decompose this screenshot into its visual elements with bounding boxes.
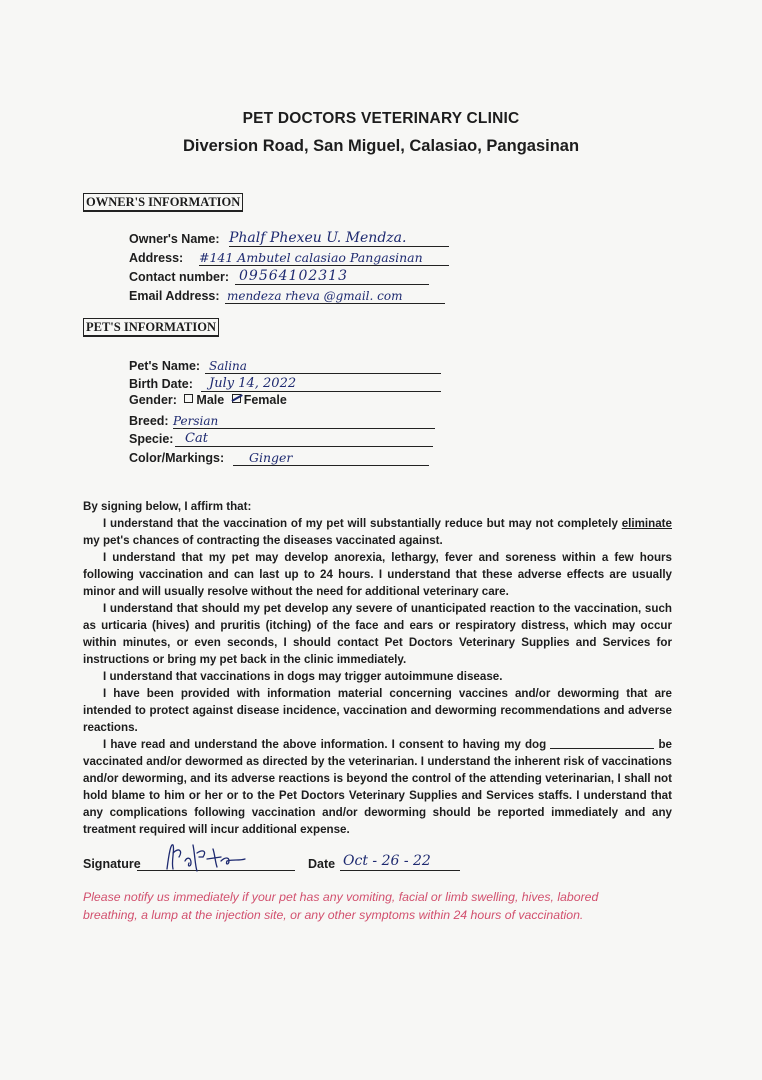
affirmation-paragraph-5: I have been provided with information material concerning vaccines and/or deworming that are intended to protect against disease incidence, vaccination and deworming recommendations and adverse reactions. bbox=[83, 687, 672, 734]
dog-name-blank[interactable] bbox=[550, 737, 654, 749]
eliminate-underlined: eliminate bbox=[621, 517, 672, 530]
owner-address-label: Address: bbox=[129, 251, 184, 265]
email-line bbox=[225, 303, 445, 304]
male-checkbox[interactable] bbox=[184, 394, 193, 403]
specie-line bbox=[175, 446, 433, 447]
birth-date-line bbox=[201, 391, 441, 392]
affirmation-paragraph-1: I understand that the vaccination of my pet will substantially reduce but may not completely eliminate my pet's chances of contracting the diseases vaccinated against. bbox=[83, 517, 672, 547]
color-markings-value: Ginger bbox=[249, 450, 293, 465]
email-value: mendeza rheva @gmail. com bbox=[227, 289, 403, 303]
owner-address-field bbox=[129, 248, 449, 266]
affirmation-intro: By signing below, I affirm that: bbox=[83, 500, 252, 513]
gender-field bbox=[129, 393, 287, 407]
affirmation-paragraph-2: I understand that my pet may develop anorexia, lethargy, fever and soreness within a few hours following vaccination and can last up to 24 hours. I understand that these adverse effects are usually minor and will usually resolve without the need for additional veterinary care. bbox=[83, 551, 672, 598]
affirmation-paragraph-4: I understand that vaccinations in dogs may trigger autoimmune disease. bbox=[103, 670, 503, 683]
breed-label: Breed: bbox=[129, 414, 169, 428]
owner-address-value: #141 Ambutel calasiao Pangasinan bbox=[199, 250, 423, 265]
owner-name-value: Phalf Phexeu U. Mendza. bbox=[229, 230, 407, 246]
affirmation-block bbox=[83, 498, 672, 838]
date-value: Oct - 26 - 22 bbox=[343, 853, 431, 869]
email-label: Email Address: bbox=[129, 289, 220, 303]
color-markings-line bbox=[233, 465, 429, 466]
pet-name-label: Pet's Name: bbox=[129, 359, 201, 373]
specie-label: Specie: bbox=[129, 432, 174, 446]
owner-address-line bbox=[199, 265, 449, 266]
color-markings-label: Color/Markings: bbox=[129, 451, 225, 465]
contact-number-line bbox=[235, 284, 429, 285]
specie-value: Cat bbox=[185, 431, 208, 446]
owner-name-label: Owner's Name: bbox=[129, 232, 220, 246]
owner-name-line bbox=[229, 246, 449, 247]
color-markings-field bbox=[129, 448, 429, 466]
birth-date-label: Birth Date: bbox=[129, 377, 193, 391]
female-label: Female bbox=[243, 393, 287, 407]
clinic-address: Diversion Road, San Miguel, Calasiao, Pangasinan bbox=[182, 137, 580, 155]
breed-field bbox=[129, 411, 435, 429]
affirmation-paragraph-3: I understand that should my pet develop any severe of unanticipated reaction to the vaccination, such as urticaria (hives) and pruritis (itching) of the face and ears or respiratory distress, which may occur within minutes, or even seconds, I should contact Pet Doctors Veterinary Supplies and Services for instructions or bring my pet back in the clinic immediately. bbox=[83, 602, 672, 666]
date-label: Date bbox=[308, 857, 336, 871]
pet-name-value: Salina bbox=[209, 359, 247, 373]
pet-name-field bbox=[129, 356, 441, 374]
post-vaccination-notice: Please notify us immediately if your pet has any vomiting, facial or limb swelling, hives, labored breathing, a lump at the injection site, or any other symptoms within 24 hours of vaccination. bbox=[83, 890, 599, 922]
owner-section-title: OWNER'S INFORMATION bbox=[83, 193, 243, 212]
affirmation-paragraph-6: I have read and understand the above information. I consent to having my dog be vaccinated and/or dewormed as directed by the veterinarian. I understand the inherent risk of vaccinations and/or deworming, and its adverse reactions is beyond the control of the attending veterinarian, I shall not hold blame to him or her or to the Pet Doctors Veterinary Supplies and Services staffs. I understand that any complications following vaccination and/or deworming should be reported immediately and any treatment required will incur additional expense. bbox=[83, 738, 672, 836]
specie-field bbox=[129, 429, 433, 447]
owner-name-field bbox=[129, 229, 449, 247]
email-field bbox=[129, 286, 445, 304]
contact-number-value: 09564102313 bbox=[239, 268, 348, 284]
birth-date-field bbox=[129, 374, 441, 392]
handwritten-signature bbox=[163, 839, 259, 873]
date-line[interactable] bbox=[340, 870, 460, 871]
signature-label: Signature bbox=[83, 857, 141, 871]
clinic-name: PET DOCTORS VETERINARY CLINIC bbox=[242, 110, 520, 127]
female-checkbox[interactable] bbox=[232, 394, 241, 403]
contact-number-label: Contact number: bbox=[129, 270, 229, 284]
gender-label: Gender: bbox=[129, 393, 177, 407]
contact-number-field bbox=[129, 267, 429, 285]
male-label: Male bbox=[196, 393, 225, 407]
signature-row bbox=[83, 853, 673, 873]
birth-date-value: July 14, 2022 bbox=[209, 376, 297, 391]
pet-section-title: PET'S INFORMATION bbox=[83, 318, 219, 337]
breed-value: Persian bbox=[173, 414, 219, 428]
